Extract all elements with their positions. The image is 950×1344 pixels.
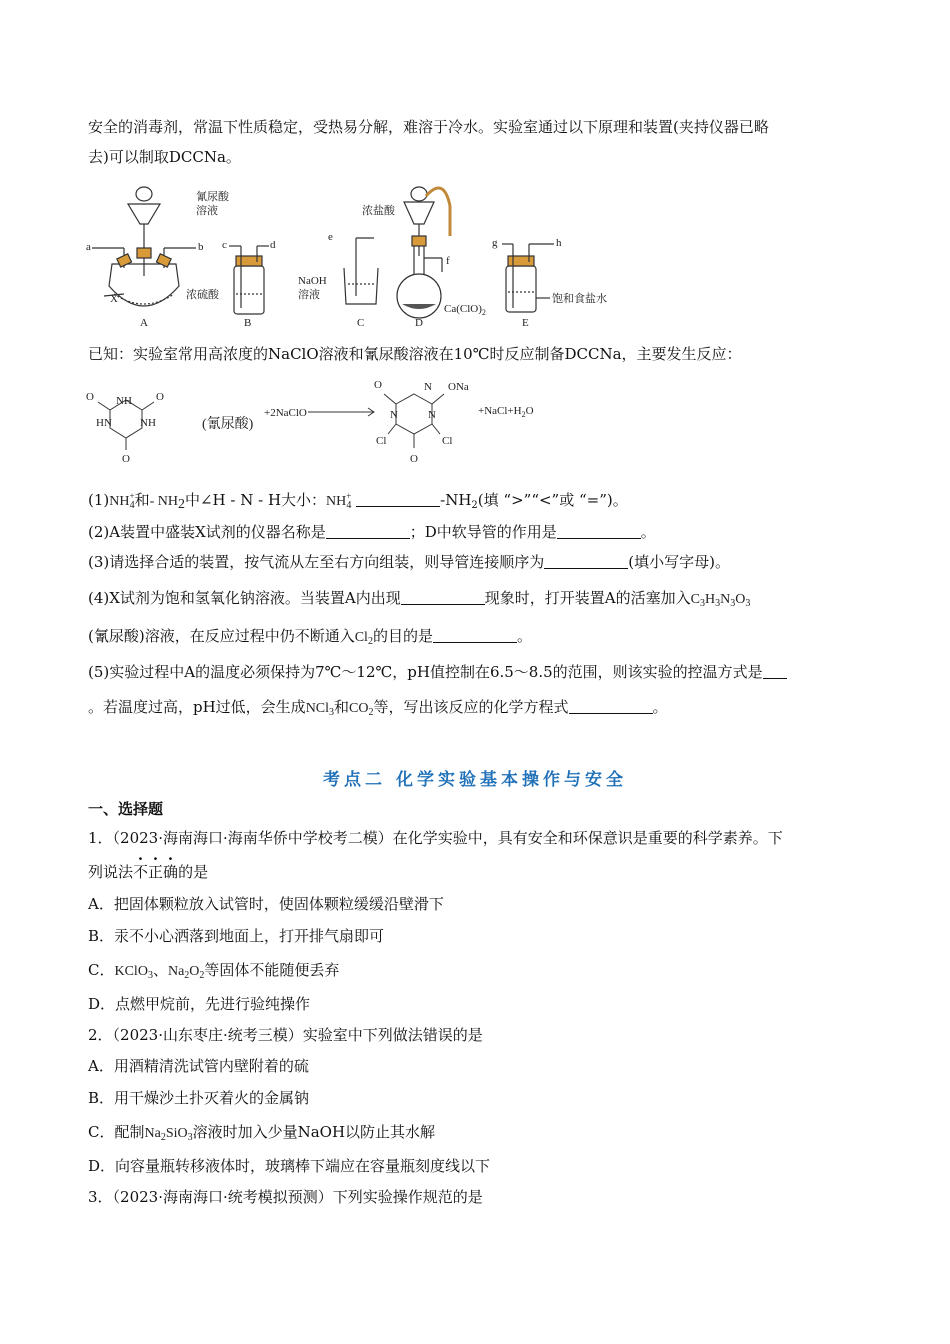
mcq-1-option-a[interactable]: A．把固体颗粒放入试管时，使固体颗粒缓缓沿壁滑下 <box>88 895 444 913</box>
ring2-cl2: Cl <box>442 435 453 447</box>
apparatus-figure <box>84 176 624 332</box>
ring2-o3: O <box>410 453 418 465</box>
answer-blank-5b[interactable] <box>569 699 653 714</box>
question-4-line-1: (4)X试剂为饱和氢氧化钠溶液。当装置A内出现 现象时，打开装置A的活塞加入$C_3H_3N_3O_3$ <box>88 589 751 609</box>
label-a-reagent-2: 溶液 <box>196 205 218 217</box>
ring2-ona: ONa <box>448 381 469 393</box>
answer-blank-5a[interactable] <box>763 664 787 679</box>
label-c: C <box>357 317 365 329</box>
port-h: h <box>556 237 562 249</box>
mcq-2-option-d[interactable]: D．向容量瓶转移液体时，玻璃棒下端应在容量瓶刻度线以下 <box>88 1157 491 1175</box>
label-x: X <box>110 293 118 305</box>
mcq-1-stem-line-2: 列说法不正确的是 <box>88 863 209 881</box>
mcq-2-stem: 2．（2023·山东枣庄·统考三模）实验室中下列做法错误的是 <box>88 1026 483 1044</box>
ring1-nh2: NH <box>140 417 156 429</box>
question-4-line-2: (氰尿酸)溶液，在反应过程中仍不断通入$Cl_2$的目的是 。 <box>88 627 532 647</box>
ring2-n3: N <box>428 409 436 421</box>
apparatus-d <box>397 187 450 318</box>
label-a: A <box>140 317 148 329</box>
ring2-o1: O <box>374 379 382 391</box>
mcq-3-stem: 3．（2023·海南海口·统考模拟预测）下列实验操作规范的是 <box>88 1188 483 1206</box>
answer-blank-4b[interactable] <box>433 628 517 643</box>
question-3: (3)请选择合适的装置，按气流从左至右方向组装，则导管连接顺序为 (填小写字母)。 <box>88 553 730 571</box>
mcq-2-option-a[interactable]: A．用酒精清洗试管内壁附着的硫 <box>88 1057 309 1075</box>
answer-blank-4a[interactable] <box>401 590 485 605</box>
ring1-hn: HN <box>96 417 112 429</box>
label-d-bottom: $Ca(ClO)_2$ <box>444 303 486 317</box>
question-2: (2)A装置中盛装X试剂的仪器名称是 ；D中软导管的作用是 。 <box>88 523 656 541</box>
mcq-2-option-c[interactable]: C．配制$Na_2SiO_3$溶液时加入少量NaOH以防止其水解 <box>88 1123 436 1143</box>
port-f: f <box>446 255 450 267</box>
apparatus-b <box>229 246 269 314</box>
port-b: b <box>198 241 204 253</box>
label-c-reagent-2: 溶液 <box>298 289 320 301</box>
port-e: e <box>328 231 333 243</box>
answer-blank-3[interactable] <box>544 554 628 569</box>
label-e: E <box>522 317 529 329</box>
port-d: d <box>270 239 276 251</box>
answer-blank-2b[interactable] <box>557 524 641 539</box>
mcq-2-option-b[interactable]: B．用干燥沙土扑灭着火的金属钠 <box>88 1089 310 1107</box>
question-5-line-2: 。若温度过高，pH过低，会生成NCl$_3$和$CO_2$等，写出该反应的化学方程式 。 <box>88 698 668 718</box>
answer-blank-2a[interactable] <box>326 524 410 539</box>
apparatus-a <box>92 187 196 306</box>
ring2-n1: N <box>424 381 432 393</box>
question-5-line-1: (5)实验过程中A的温度必须保持为7℃～12℃，pH值控制在6.5～8.5的范围，则该实验的控温方式是 <box>88 662 787 682</box>
section-title: 考点二 化学实验基本操作与安全 <box>323 770 627 790</box>
intro-line-1: 安全的消毒剂，常温下性质稳定，受热易分解，难溶于冷水。实验室通过以下原理和装置(夹持仪器已略 <box>88 118 769 136</box>
label-e-reagent: 饱和食盐水 <box>552 293 607 305</box>
port-a: a <box>86 241 91 253</box>
port-g: g <box>492 237 498 249</box>
mcq-1-stem-line-1: 1．（2023·海南海口·海南华侨中学校考二模）在化学实验中，具有安全和环保意识是重要的科学素养。下 <box>88 829 783 847</box>
label-b: B <box>244 317 252 329</box>
products-tail: $+NaCl+H_2O$ <box>478 405 534 419</box>
label-d: D <box>415 317 423 329</box>
label-b-reagent: 浓硫酸 <box>186 289 219 301</box>
reactant-name: (氰尿酸) <box>202 417 254 432</box>
apparatus-e <box>502 244 554 312</box>
reaction-scheme <box>84 372 564 468</box>
ring1-nh1: NH <box>116 395 132 407</box>
label-d-top: 浓盐酸 <box>362 205 395 217</box>
apparatus-c <box>344 238 378 304</box>
answer-blank-1[interactable] <box>356 492 440 507</box>
mcq-1-option-b[interactable]: B．汞不小心洒落到地面上，打开排气扇即可 <box>88 927 385 945</box>
ring2-cl1: Cl <box>376 435 387 447</box>
ring1-o3: O <box>122 453 130 465</box>
mcq-1-option-c[interactable]: C．KClO$_3$、$Na_2O_2$等固体不能随便丢弃 <box>88 961 340 981</box>
label-c-reagent-1: NaOH <box>298 275 327 287</box>
label-a-reagent-1: 氰尿酸 <box>196 191 229 203</box>
question-1: $(1)NH^+_4$和- NH2中∠H - N - H大小：$NH^+_4$ $-NH_2$(填 “>”“<”或 “=”)。 <box>88 491 628 512</box>
section-heading: 一、选择题 <box>88 800 164 818</box>
known-text: 已知：实验室常用高浓度的NaClO溶液和氰尿酸溶液在10℃时反应制备DCCNa，主要发生反应： <box>88 345 742 363</box>
reagent: +2NaClO <box>264 407 307 419</box>
intro-line-2: 去)可以制取DCCNa。 <box>88 148 241 166</box>
ring1-o2: O <box>156 391 164 403</box>
mcq-1-option-d[interactable]: D．点燃甲烷前，先进行验纯操作 <box>88 995 311 1013</box>
ring2-n2: N <box>390 409 398 421</box>
port-c: c <box>222 239 227 251</box>
ring1-o1: O <box>86 391 94 403</box>
